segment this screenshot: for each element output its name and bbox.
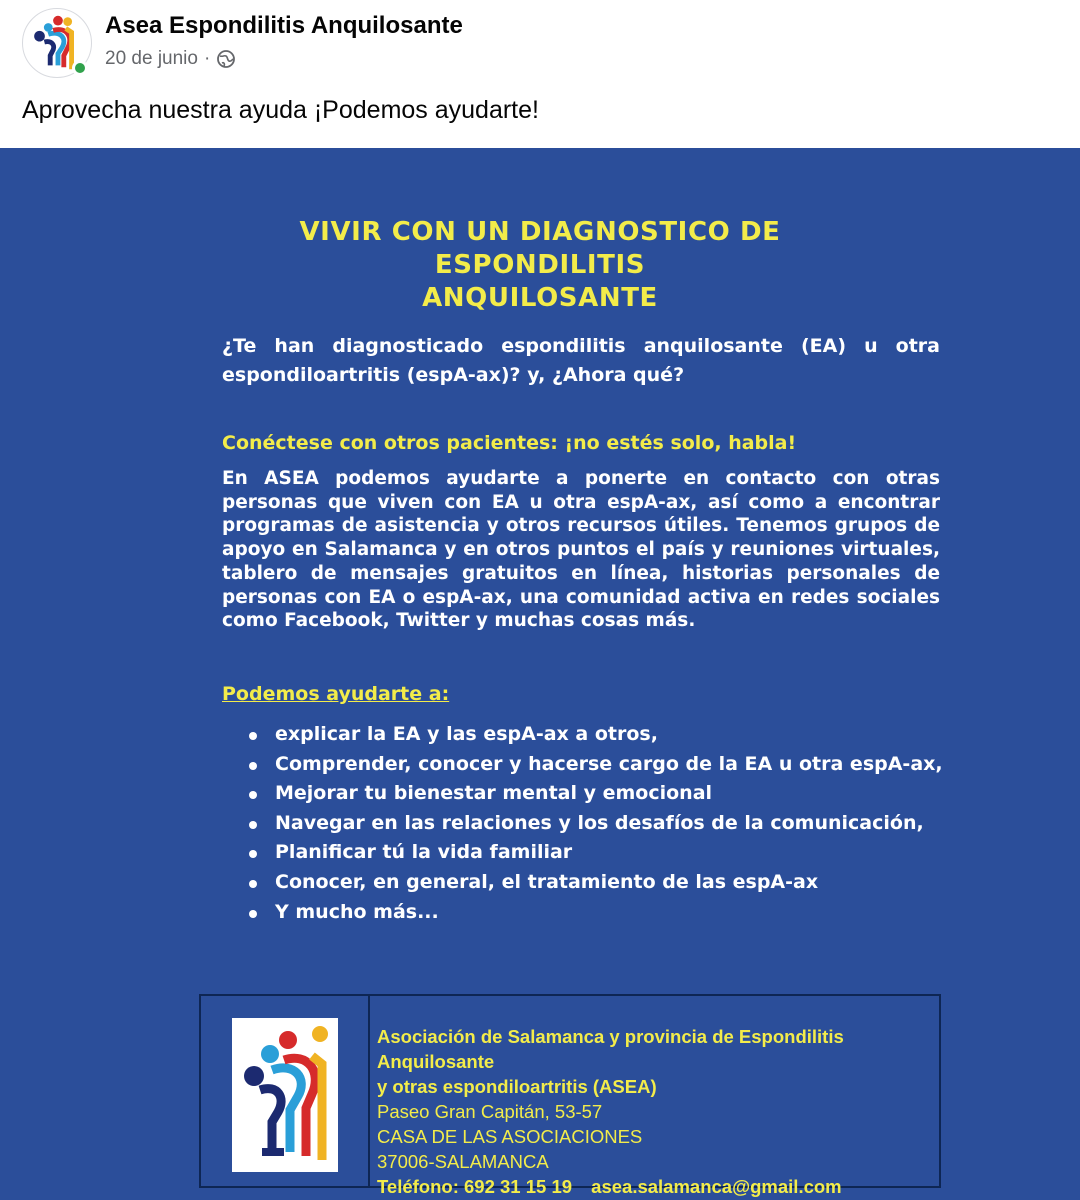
flyer-title-line1: VIVIR CON UN DIAGNOSTICO DE ESPONDILITIS [299,217,781,280]
post-meta [105,48,236,70]
connect-heading: Conéctese con otros pacientes: ¡no estés solo, habla! [222,432,797,454]
footer-divider [368,996,370,1186]
post-image-flyer[interactable] [0,148,1080,1200]
asea-logo-icon [232,1018,338,1172]
help-list-item: Comprender, conocer y hacerse cargo de la EA u otra espA-ax, [244,750,943,780]
globe-icon[interactable] [216,49,236,69]
help-list-item: Planificar tú la vida familiar [244,838,943,868]
contact-footer-box [199,994,941,1197]
flyer-intro: ¿Te han diagnosticado espondilitis anquilosante (EA) u otra espondiloartritis (espA-ax)? y, ¿Ahora qué? [222,335,940,386]
flyer-title-line2: ANQUILOSANTE [422,283,658,313]
asea-footer-logo [232,1018,338,1172]
footer-address-line1: Paseo Gran Capitán, 53-57 [377,1101,603,1122]
post-date-link[interactable]: 20 de junio [105,48,198,69]
footer-org-line2: y otras espondiloartritis (ASEA) [377,1076,657,1097]
help-list [244,720,943,927]
help-list-item: explicar la EA y las espA-ax a otros, [244,720,943,750]
help-heading: Podemos ayudarte a: [222,683,450,705]
page-name-link[interactable]: Asea Espondilitis Anquilosante [105,12,463,39]
help-list-item: Mejorar tu bienestar mental y emocional [244,779,943,809]
connect-body: En ASEA podemos ayudarte a ponerte en contacto con otras personas que viven con EA u otra espA-ax, así como a encontrar programas de asistencia y otros recursos útiles. Tenemos grupos de apoyo en Salamanca y en otros puntos el país y reuniones virtuales, tablero de mensajes gratuitos en línea, historias personales de personas con EA o espA-ax, una comunidad activa en redes sociales como Facebook, Twitter y muchas cosas más. [222,468,940,632]
online-status-dot [72,60,88,76]
footer-address-line2: CASA DE LAS ASOCIACIONES [377,1126,643,1147]
footer-email: asea.salamanca@gmail.com [591,1176,842,1197]
help-list-item: Navegar en las relaciones y los desafíos de la comunicación, [244,809,943,839]
meta-separator: · [203,48,211,69]
post-header [0,0,1080,150]
footer-contact-text [377,1024,937,1199]
help-list-item: Conocer, en general, el tratamiento de las espA-ax [244,868,943,898]
flyer-title [200,216,880,315]
post-caption: Aprovecha nuestra ayuda ¡Podemos ayudarte! [22,96,539,124]
footer-contact-line [377,1174,937,1199]
footer-address-line3: 37006-SALAMANCA [377,1151,549,1172]
help-list-item: Y mucho más... [244,898,943,928]
footer-phone: Teléfono: 692 31 15 19 [377,1176,573,1197]
footer-org-line1: Asociación de Salamanca y provincia de Espondilitis Anquilosante [377,1026,844,1072]
